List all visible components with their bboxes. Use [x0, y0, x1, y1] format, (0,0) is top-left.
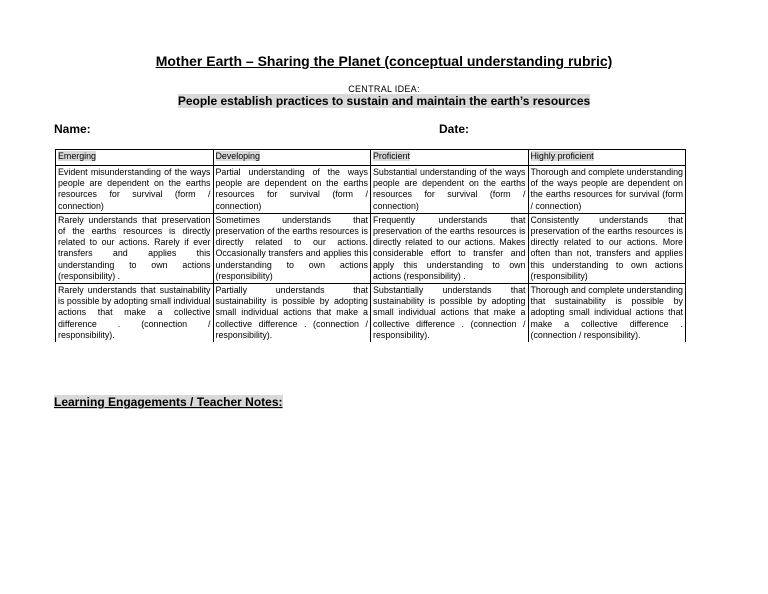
date-label: Date:: [439, 122, 470, 136]
rubric-cell: Substantially understands that sustainability is possible by adopting small individual actions that make a collective difference . (connection / responsibility).: [371, 284, 529, 343]
rubric-cell: Consistently understands that preservation of the earths resources is directly related to our actions. More often than not, transfers and applies this understanding to own actions (responsibility): [528, 213, 686, 283]
rubric-table: [55, 149, 686, 342]
rubric-cell: Sometimes understands that preservation of the earths resources is directly related to our actions. Occasionally transfers and applies this understanding to own actions (responsibility): [213, 213, 371, 283]
rubric-cell: Evident misunderstanding of the ways people are dependent on the earths resources for survival (form / connection): [56, 166, 214, 214]
rubric-row-form-connection: [56, 166, 686, 214]
header-highly-proficient: Highly proficient: [528, 150, 686, 166]
rubric-row-sustainability: [56, 284, 686, 343]
rubric-cell: Thorough and complete understanding that sustainability is possible by adopting small individual actions that make a collective difference . (connection / responsibility).: [528, 284, 686, 343]
rubric-row-responsibility: [56, 213, 686, 283]
header-proficient: Proficient: [371, 150, 529, 166]
teacher-notes-heading: Learning Engagements / Teacher Notes:: [54, 395, 283, 409]
central-idea-text: People establish practices to sustain and maintain the earth’s resources: [177, 94, 591, 108]
header-emerging: Emerging: [56, 150, 214, 166]
central-idea-label: CENTRAL IDEA:: [348, 84, 420, 94]
name-label: Name:: [54, 122, 91, 136]
rubric-header-row: [56, 150, 686, 166]
header-developing: Developing: [213, 150, 371, 166]
rubric-cell: Partial understanding of the ways people are dependent on the earths resources for survival (form / connection): [213, 166, 371, 214]
rubric-cell: Substantial understanding of the ways people are dependent on the earths resources for survival (form / connection): [371, 166, 529, 214]
central-idea: [0, 94, 768, 108]
rubric-cell: Partially understands that sustainability is possible by adopting small individual actions that make a collective difference . (connection / responsibility).: [213, 284, 371, 343]
document-title: Mother Earth – Sharing the Planet (conceptual understanding rubric): [155, 53, 613, 69]
rubric-cell: Thorough and complete understanding of the ways people are dependent on the earths resources for survival (form / connection): [528, 166, 686, 214]
rubric-cell: Rarely understands that sustainability is possible by adopting small individual actions that make a collective difference . (connection / responsibility).: [56, 284, 214, 343]
rubric-cell: Rarely understands that preservation of the earths resources is directly related to our actions. Rarely if ever transfers and applies this understanding to own actions (responsibility) .: [56, 213, 214, 283]
rubric-cell: Frequently understands that preservation of the earths resources is directly related to our actions. Makes considerable effort to transfer and apply this understanding to own actions (responsibility) .: [371, 213, 529, 283]
